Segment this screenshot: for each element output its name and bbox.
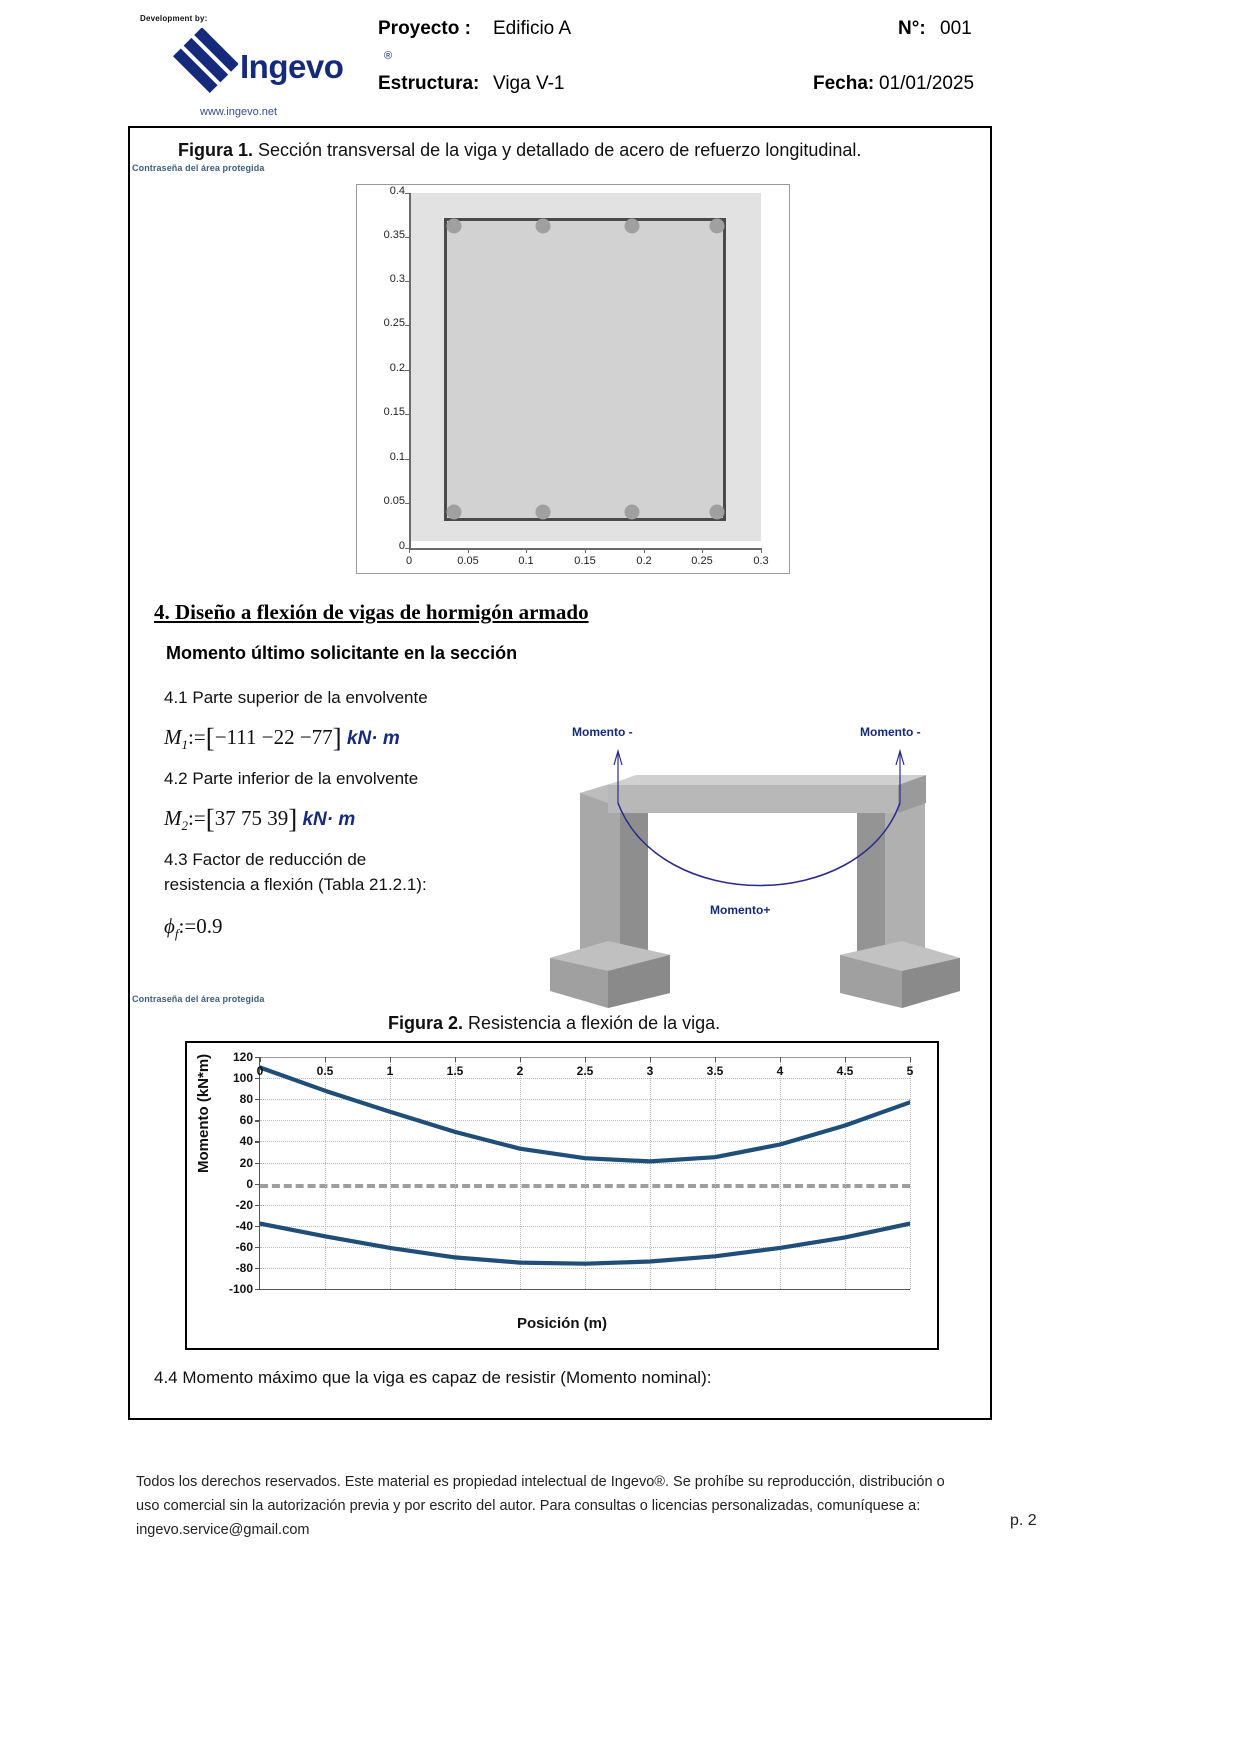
negative-moment-curve	[260, 1224, 910, 1264]
rebar-point	[536, 219, 551, 234]
rebar-point	[447, 505, 462, 520]
figure2-ytick: 100	[232, 1071, 253, 1086]
figure2-xtick: 5	[906, 1064, 914, 1078]
figure2-ytick: 120	[232, 1050, 253, 1064]
positive-moment-curve	[260, 1068, 910, 1162]
beam-cross-section-outline	[444, 218, 726, 521]
rebar-point	[710, 219, 725, 234]
figure2-x-axis-title: Posición (m)	[516, 1315, 608, 1332]
fecha-label: Fecha:	[813, 73, 875, 94]
section-4-subtitle: Momento último solicitante en la sección	[166, 643, 518, 663]
footer-line-1: Todos los derechos reservados. Este material es propiedad intelectual de Ingevo®. Se prohíbe su reproducción, distribución o	[136, 1474, 945, 1490]
rebar-point	[625, 505, 640, 520]
figure2-xtick: 3.5	[706, 1064, 724, 1078]
brand-name: Ingevo	[240, 48, 344, 85]
figure2-xtick: 3	[646, 1064, 654, 1078]
item-4-3-line1: 4.3 Factor de reducción de	[164, 850, 367, 869]
beam-3d-diagram	[540, 703, 980, 1023]
estructura-value: Viga V-1	[493, 73, 565, 94]
page-number: p. 2	[1010, 1512, 1037, 1529]
proyecto-label: Proyecto :	[378, 18, 471, 39]
developed-by-label: Development by:	[140, 14, 208, 23]
figure1-y-axis	[409, 193, 411, 549]
figure2-xtick: 2	[516, 1064, 524, 1078]
page-footer	[136, 1470, 966, 1542]
moment-negative-left-label: Momento -	[572, 725, 633, 739]
figure2-xtick: 4	[776, 1064, 784, 1078]
estructura-label: Estructura:	[378, 73, 480, 94]
figure2-plot-area	[228, 1050, 914, 1296]
figure2-ytick: 60	[239, 1113, 253, 1128]
figure2-xtick: 4.5	[836, 1064, 854, 1078]
figure2-series-svg	[260, 1057, 910, 1289]
figure2-xtick: 1.5	[446, 1064, 464, 1078]
watermark-middle: Contraseña del área protegida	[132, 994, 265, 1004]
figure2-xtick: 0.5	[316, 1064, 334, 1078]
figure2-y-axis-title: Momento (kN*m)	[195, 1053, 212, 1173]
item-4-2-text: 4.2 Parte inferior de la envolvente	[164, 769, 419, 788]
page-header	[0, 0, 1241, 120]
figure2-ytick: -80	[235, 1260, 253, 1275]
item-4-3-line2: resistencia a flexión (Tabla 21.2.1):	[164, 875, 427, 894]
footer-line-2: uso comercial sin la autorización previa y por escrito del autor. Para consultas o licencias personalizadas, comuníquese a:	[136, 1498, 921, 1514]
rebar-point	[536, 505, 551, 520]
figure2-ytick: -20	[235, 1197, 253, 1212]
company-url: www.ingevo.net	[200, 106, 278, 118]
equation-m2: $M_2:=[37$ 75 39] kN· m	[164, 804, 356, 834]
brand-registered-mark: ®	[384, 50, 393, 62]
figure2-ytick: 40	[239, 1134, 253, 1149]
equation-phi-f: $\phi_f:=0.9$	[164, 914, 223, 942]
equation-m1: $M_1:=[-111 -22 -77]$ kN· m	[164, 723, 400, 753]
numero-value: 001	[940, 18, 972, 39]
numero-label: N°:	[898, 18, 926, 39]
rebar-point	[710, 505, 725, 520]
rebar-point	[625, 219, 640, 234]
figure1-caption: Figura 1. Sección transversal de la viga y detallado de acero de refuerzo longitudinal.	[178, 140, 862, 160]
moment-negative-right-label: Momento -	[860, 725, 921, 739]
figure1-section-plot: 0 0.05 0.1 0.15 0.2 0.25 0.3 0.35 0.4 0 0.05 0.1 0.15 0.2 0.25 0.3	[356, 184, 790, 574]
figure2-moment-chart	[185, 1041, 939, 1350]
item-4-1-text: 4.1 Parte superior de la envolvente	[164, 688, 428, 707]
figure2-xtick: 1	[386, 1064, 394, 1078]
section-4-title: 4. Diseño a flexión de vigas de hormigón armado	[154, 600, 589, 624]
footer-line-3: ingevo.service@gmail.com	[136, 1522, 310, 1538]
figure2-xtick: 0	[256, 1064, 264, 1078]
figure2-ytick: 80	[239, 1092, 253, 1107]
figure2-ytick: -100	[228, 1282, 253, 1296]
watermark-top: Contraseña del área protegida	[132, 163, 265, 173]
company-logo	[140, 14, 393, 118]
content-frame	[128, 126, 992, 1420]
figure2-xtick: 2.5	[576, 1064, 594, 1078]
figure2-ytick: -40	[235, 1218, 253, 1233]
figure2-ytick: -60	[235, 1239, 253, 1254]
fecha-value: 01/01/2025	[879, 73, 975, 94]
ingevo-diamond-icon	[166, 28, 238, 100]
figure2-caption: Figura 2. Resistencia a flexión de la viga.	[388, 1013, 721, 1033]
item-4-4-text: 4.4 Momento máximo que la viga es capaz de resistir (Momento nominal):	[154, 1368, 712, 1387]
rebar-point	[447, 219, 462, 234]
figure2-ytick: 20	[239, 1155, 253, 1170]
figure2-ytick: 0	[246, 1176, 253, 1191]
proyecto-value: Edificio A	[493, 18, 572, 39]
moment-positive-label: Momento+	[710, 903, 771, 917]
